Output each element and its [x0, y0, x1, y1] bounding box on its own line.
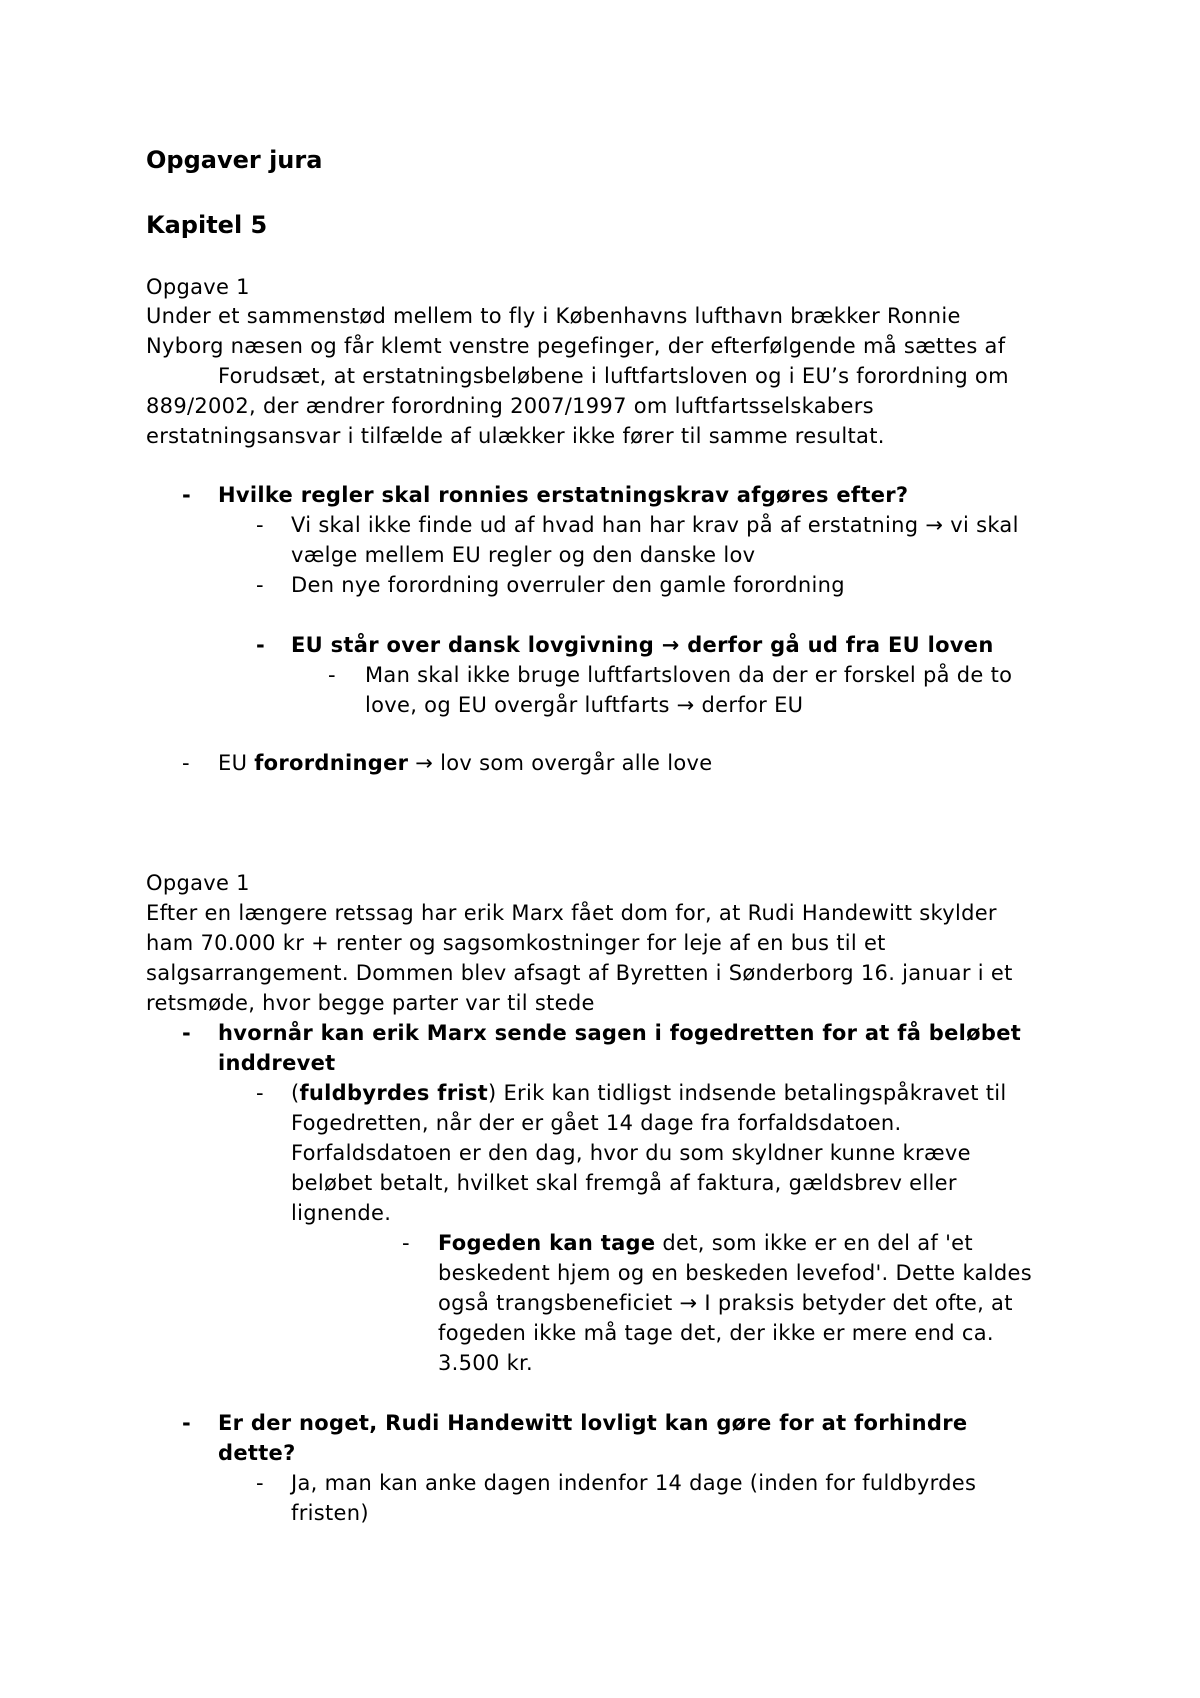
bullet-dash: - [328, 663, 336, 687]
paragraph-line: Nyborg næsen og får klemt venstre pegefinger, der efterfølgende må sættes af [146, 334, 1006, 358]
paragraph-line: 889/2002, der ændrer forordning 2007/1997 om luftfartsselskabers [146, 394, 874, 418]
document-title: Opgaver jura [146, 146, 323, 174]
answer-line: Fogeden kan tage det, som ikke er en del af 'et [438, 1231, 973, 1255]
question-heading: dette? [218, 1441, 296, 1465]
paragraph-line: ham 70.000 kr + renter og sagsomkostninger for leje af en bus til et [146, 931, 886, 955]
answer-line: Ja, man kan anke dagen indenfor 14 dage (inden for fuldbyrdes [291, 1471, 977, 1495]
answer-line: (fuldbyrdes frist) Erik kan tidligst indsende betalingspåkravet til [291, 1081, 1007, 1105]
answer-line: lignende. [291, 1201, 392, 1225]
paragraph-line: Under et sammenstød mellem to fly i Københavns lufthavn brækker Ronnie [146, 304, 961, 328]
bullet-dash: - [256, 513, 264, 537]
answer-line: Man skal ikke bruge luftfartsloven da der er forskel på de to [365, 663, 1013, 687]
bullet-dash: - [182, 751, 190, 775]
question-heading: inddrevet [218, 1051, 336, 1075]
answer-line: love, og EU overgår luftfarts → derfor EU [365, 693, 804, 717]
bullet-dash: - [182, 483, 191, 507]
paragraph-line: Forudsæt, at erstatningsbeløbene i luftfartsloven og i EU’s forordning om [218, 364, 1009, 388]
paragraph-line: retsmøde, hvor begge parter var til stede [146, 991, 595, 1015]
chapter-heading: Kapitel 5 [146, 211, 268, 239]
answer-line: beskedent hjem og en beskeden levefod'. Dette kaldes [438, 1261, 1032, 1285]
bold-point: EU står over dansk lovgivning → derfor gå ud fra EU loven [291, 633, 994, 657]
answer-line: Den nye forordning overruler den gamle forordning [291, 573, 845, 597]
answer-line: fogeden ikke må tage det, der ikke er mere end ca. [438, 1321, 994, 1345]
paragraph-line: erstatningsansvar i tilfælde af ulækker ikke fører til samme resultat. [146, 424, 885, 448]
question-heading: Er der noget, Rudi Handewitt lovligt kan gøre for at forhindre [218, 1411, 968, 1435]
task-heading: Opgave 1 [146, 275, 250, 299]
paragraph-line: Efter en længere retssag har erik Marx fået dom for, at Rudi Handewitt skylder [146, 901, 997, 925]
paragraph-line: salgsarrangement. Dommen blev afsagt af Byretten i Sønderborg 16. januar i et [146, 961, 1013, 985]
answer-line: Fogedretten, når der er gået 14 dage fra forfaldsdatoen. [291, 1111, 902, 1135]
answer-line: EU forordninger → lov som overgår alle love [218, 751, 713, 775]
answer-line: også trangsbeneficiet → I praksis betyder det ofte, at [438, 1291, 1013, 1315]
bullet-dash: - [256, 1081, 264, 1105]
bullet-dash: - [256, 573, 264, 597]
bullet-dash: - [402, 1231, 410, 1255]
task-heading: Opgave 1 [146, 871, 250, 895]
bullet-dash: - [256, 633, 265, 657]
question-heading: hvornår kan erik Marx sende sagen i fogedretten for at få beløbet [218, 1021, 1022, 1045]
bullet-dash: - [256, 1471, 264, 1495]
answer-line: vælge mellem EU regler og den danske lov [291, 543, 756, 567]
answer-line: beløbet betalt, hvilket skal fremgå af faktura, gældsbrev eller [291, 1171, 957, 1195]
answer-line: Forfaldsdatoen er den dag, hvor du som skyldner kunne kræve [291, 1141, 971, 1165]
answer-line: Vi skal ikke finde ud af hvad han har krav på af erstatning → vi skal [291, 513, 1019, 537]
bullet-dash: - [182, 1411, 191, 1435]
bullet-dash: - [182, 1021, 191, 1045]
answer-line: fristen) [291, 1501, 369, 1525]
answer-line: 3.500 kr. [438, 1351, 534, 1375]
question-heading: Hvilke regler skal ronnies erstatningskrav afgøres efter? [218, 483, 909, 507]
